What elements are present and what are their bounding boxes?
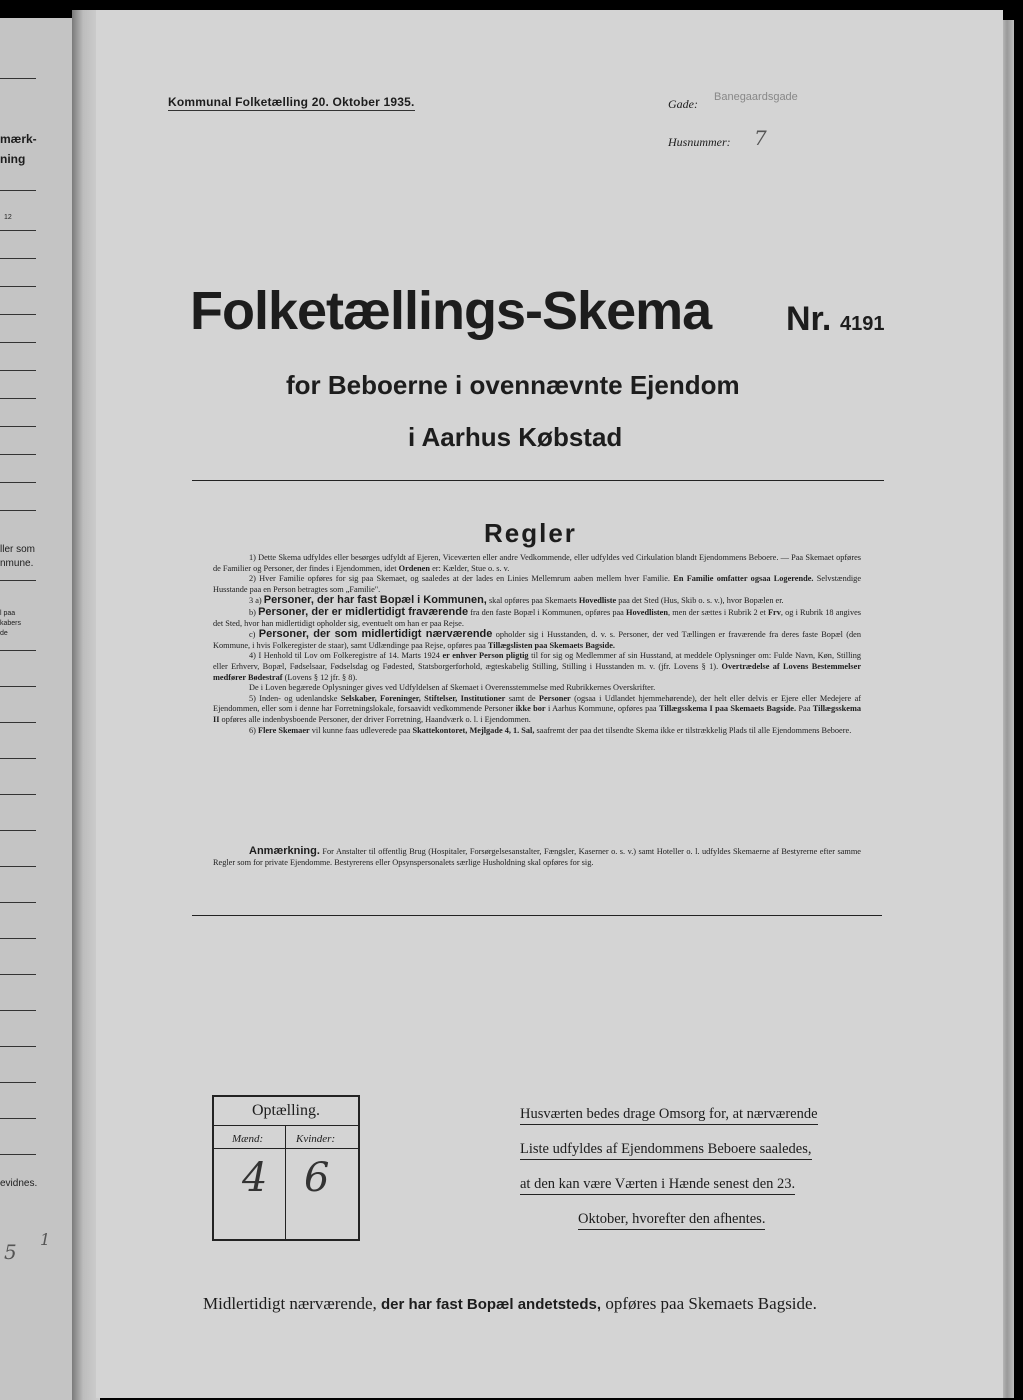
remark-text: For Anstalter til offentlig Brug (Hospitaler, Forsørgelsesanstalter, Fængsler, Kaserner o. s. v.) samt Hoteller o. l. udfyldes Skemaerne af Bestyrerne efter samme Regler som for private Ejendomme. Bestyrerens eller Opsynspersonalets særlige Husholdning skal opføres for sig. — [213, 847, 861, 867]
left-page-rule — [0, 286, 36, 287]
left-page-rule — [0, 1118, 36, 1119]
rule-bold: Hovedlisten — [626, 607, 668, 617]
form-number-value: 4191 — [840, 313, 885, 335]
instruction-line: Husværten bedes drage Omsorg for, at nærværende — [520, 1106, 818, 1125]
rule-text: 6) — [249, 725, 256, 735]
rule-bold: Tillægsskema II — [213, 704, 862, 724]
rule-text: til for sig og Medlemmer af sin Husstand, at meddele Oplysninger om: Fulde Navn, Køn, Stilling eller Erhverv, Bopæl, Fødselsaar, Fødselsdag og Fødested, Statsborgerforhold, ægteskabelig Stilling, Stilling i Husstanden m. v. (jfr. Lovens § 1). — [213, 651, 861, 671]
left-page-rule — [0, 510, 36, 511]
street-label: Gade: — [668, 97, 698, 111]
rule-bold: Personer — [538, 693, 571, 703]
rule-text: De i Loven begærede Oplysninger gives ved Udfyldelsen af Skemaet i Overensstemmelse med Rubrikkernes Overskrifter. — [249, 683, 656, 693]
left-page-rule — [0, 686, 36, 687]
rule-text: skal opføres paa Skemaets — [488, 596, 577, 606]
rule-4 — [213, 651, 861, 683]
rule-bold: En Familie omfatter ogsaa Logerende. — [673, 574, 814, 584]
instruction-line: Liste udfyldes af Ejendommens Beboere saaledes, — [520, 1141, 812, 1160]
rule-text: (ogsaa i Udlandet hjemmehørende), der helt eller delvis er Ejere eller Medejere af Ejendommen, eller som i denne har Forretningslokale, forsaavidt vedkommende Personer — [213, 693, 862, 714]
footer-text: opføres paa Skemaets Bagside. — [605, 1294, 817, 1313]
count-box-title: Optælling. — [214, 1097, 358, 1126]
rule-4-note — [213, 683, 861, 694]
rule-3b — [213, 607, 861, 629]
rule-6 — [213, 726, 861, 737]
left-page-rule — [0, 230, 36, 231]
rule-1 — [213, 553, 861, 574]
left-page-rule — [0, 78, 36, 79]
rule-bold: Tillægslisten paa Skemaets Bagside. — [487, 640, 615, 650]
instruction-line: at den kan være Værten i Hænde senest den 23. — [520, 1176, 795, 1195]
left-page-rule — [0, 758, 36, 759]
rule-bold: Personer, der som midlertidigt nærværende — [258, 628, 493, 641]
left-page-rule — [0, 342, 36, 343]
rule-text: samt de — [508, 693, 536, 703]
women-label: Kvinder: — [296, 1133, 336, 1145]
rule-bold: Frv — [767, 607, 781, 617]
left-page-rule — [0, 580, 36, 581]
count-box-rule — [214, 1148, 358, 1149]
rule-bold: er enhver Person pligtig — [442, 651, 529, 661]
rule-bold: Personer, der er midlertidigt fraværende — [258, 605, 469, 618]
rule-text: i Aarhus Kommune, opføres paa — [547, 704, 657, 714]
footer-bold: der har fast Bopæl andetsteds, — [381, 1296, 602, 1313]
rule-text: paa det Sted (Hus, Skib o. s. v.), hvor Bopælen er. — [618, 596, 784, 606]
instruction-line: Oktober, hvorefter den afhentes. — [578, 1211, 765, 1230]
form-number-label: Nr. — [786, 300, 832, 338]
left-page-rule — [0, 866, 36, 867]
house-number-value: 7 — [754, 126, 767, 150]
left-page-handwriting: 1 — [40, 1230, 51, 1249]
left-page-rule — [0, 258, 36, 259]
left-page-rule — [0, 938, 36, 939]
left-page-rule — [0, 370, 36, 371]
census-header: Kommunal Folketælling 20. Oktober 1935. — [168, 95, 415, 109]
men-label: Mænd: — [232, 1133, 264, 1145]
rule-text: , men der sættes i Rubrik 2 et — [667, 607, 766, 617]
rule-text: fra den faste Bopæl i Kommunen, opføres paa — [470, 607, 624, 617]
rules-heading: Regler — [484, 518, 577, 548]
rule-bold: Overtrædelse af Lovens Bestemmelser medfører Bødestraf — [213, 661, 861, 682]
rule-bold: Personer, der har fast Bopæl i Kommunen, — [263, 594, 487, 607]
rule-bold: ikke bor — [515, 704, 546, 714]
left-page-rule — [0, 722, 36, 723]
rule-text: 5) Inden- og udenlandske — [249, 693, 338, 703]
rule-2 — [213, 574, 861, 595]
left-page-rule — [0, 1154, 36, 1155]
rule-text: vil kunne faas udleverede paa — [311, 725, 411, 735]
form-subtitle: for Beboerne i ovennævnte Ejendom — [286, 370, 740, 400]
left-page-text: de — [0, 630, 8, 637]
rule-bold: Selskaber, Foreninger, Stiftelser, Institutioner — [340, 693, 506, 703]
left-page-rule — [0, 1010, 36, 1011]
house-number-label: Husnummer: — [668, 135, 731, 149]
rules-text — [213, 553, 861, 736]
left-page-text: kabers — [0, 620, 22, 627]
rule-text: saafremt der paa det tilsendte Skema ikke er tilstrækkelig Plads til alle Ejendommens Beboere. — [536, 725, 852, 735]
rule-text: b) — [249, 607, 256, 617]
left-page-rule — [0, 398, 36, 399]
men-count: 4 — [242, 1155, 268, 1201]
left-page-handwriting: 5 — [4, 1240, 17, 1264]
rule-text: 1) Dette Skema udfyldes eller besørges udfyldt af Ejeren, Viceværten eller andre Vedkommende, eller udfyldes ved Cirkulation blandt Ejendommens Beboere. — Paa Skemaet opføres de Familier og Personer, der findes i Ejendommen, idet — [213, 553, 861, 573]
footer-text: Midlertidigt nærværende, — [203, 1294, 377, 1313]
rule-text: Selvstændige Husstande paa en Person betragtes som „Familie". — [213, 574, 862, 594]
divider — [192, 480, 884, 481]
left-page-rule — [0, 454, 36, 455]
rule-bold: Skattekontoret, Mejlgade 4, 1. Sal, — [412, 725, 535, 735]
left-page-text: evidnes. — [0, 1178, 38, 1189]
left-page-rule — [0, 1082, 36, 1083]
women-count: 6 — [304, 1155, 330, 1201]
form-title: Folketællings-Skema — [190, 281, 712, 341]
left-page-text: l paa — [0, 610, 16, 617]
rule-bold: Hovedliste — [578, 596, 617, 606]
left-page-rule — [0, 190, 36, 191]
rule-bold: Tillægsskema I paa Skemaets Bagside. — [658, 704, 797, 714]
left-page-rule — [0, 794, 36, 795]
rule-text: Paa — [798, 704, 811, 714]
remark-label: Anmærkning. — [249, 845, 320, 857]
left-page-rule — [0, 974, 36, 975]
rule-text: , og i Rubrik 18 angives det Sted, hvor han midlertidigt opholder sig, eventuelt om han er paa Rejse. — [213, 607, 862, 628]
footer-note — [203, 1294, 817, 1314]
left-page-rule — [0, 1046, 36, 1047]
divider — [192, 915, 882, 916]
left-page-text: mærk- — [0, 132, 37, 146]
rule-bold: Flere Skemaer — [258, 725, 310, 735]
rule-text: opholder sig i Husstanden, d. v. s. Personer, der ved Tællingen er fraværende fra deres faste Bopæl (den Kommune, i hvis Folkeregister de staar), samt Udlændinge paa Rejse, opføres paa — [213, 630, 862, 650]
left-page-text: ning — [0, 152, 26, 166]
left-page-rule — [0, 902, 36, 903]
remark-block — [213, 846, 861, 868]
rule-5 — [213, 694, 861, 726]
rule-text: 3 a) — [249, 596, 262, 606]
rule-text: opføres alle indenbysboende Personer, der driver Forretning, Haandværk o. l. i Ejendommen. — [221, 714, 531, 724]
left-page-fragment — [0, 18, 72, 1400]
rule-text: (Lovens § 12 jfr. § 8). — [284, 672, 358, 682]
rule-text: 2) Hver Familie opføres for sig paa Skemaet, og saaledes at der lades en Linies Mellemrum aaben mellem hver Familie. — [249, 574, 670, 584]
left-page-rule — [0, 426, 36, 427]
left-page-rule — [0, 314, 36, 315]
street-value: Banegaardsgade — [714, 91, 798, 103]
left-page-text: 12 — [4, 214, 12, 221]
rule-text: er: Kælder, Stue o. s. v. — [432, 563, 510, 573]
rule-text: c) — [249, 630, 256, 640]
left-page-rule — [0, 482, 36, 483]
left-page-rule — [0, 650, 36, 651]
rule-bold: Ordenen — [398, 563, 430, 573]
form-location: i Aarhus Købstad — [408, 422, 623, 452]
rule-text: 4) I Henhold til Lov om Folkeregistre af 14. Marts 1924 — [249, 651, 440, 661]
left-page-text: ller som — [0, 544, 36, 555]
left-page-text: nmune. — [0, 558, 34, 569]
rule-3c — [213, 629, 861, 651]
left-page-rule — [0, 830, 36, 831]
count-box — [212, 1095, 360, 1241]
